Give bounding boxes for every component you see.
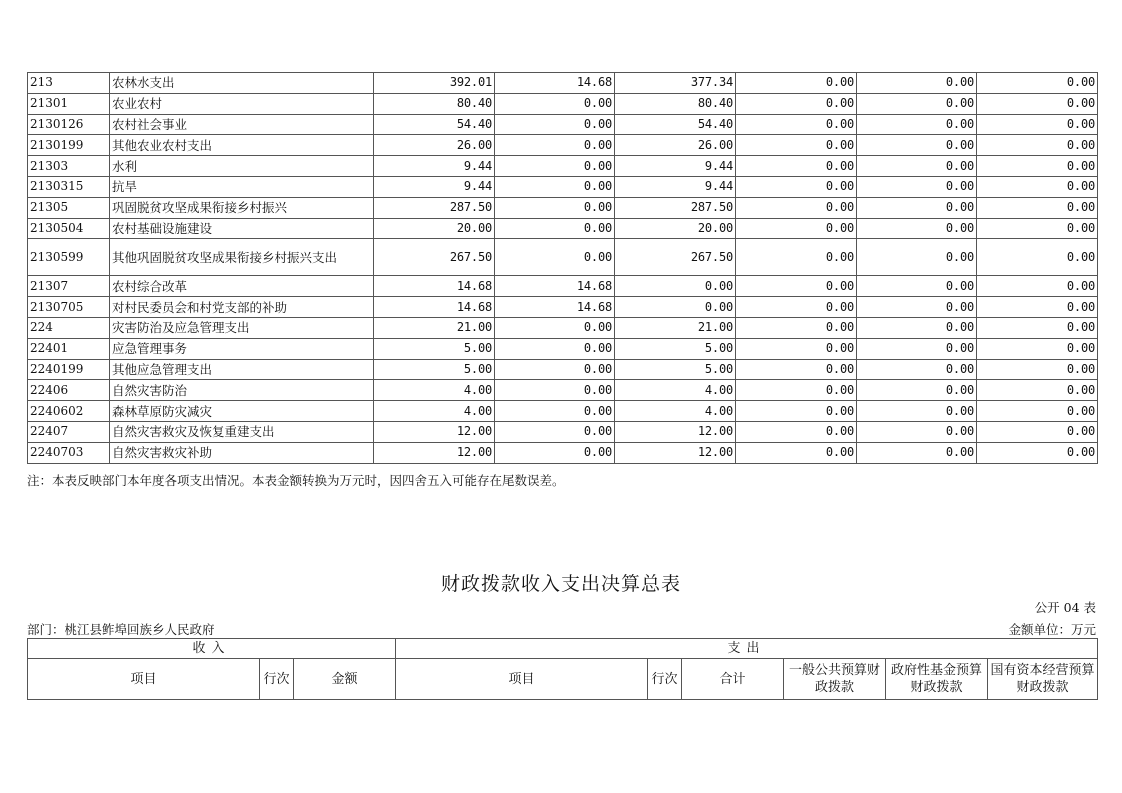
table-row <box>28 380 1098 401</box>
row-value-4: 0.00 <box>736 135 857 156</box>
row-value-6: 0.00 <box>977 442 1098 463</box>
row-value-6: 0.00 <box>977 197 1098 218</box>
row-basic: 0.00 <box>495 421 615 442</box>
table-row <box>28 239 1098 276</box>
row-code: 224 <box>28 317 110 338</box>
summary-table <box>27 638 1098 700</box>
row-project: 0.00 <box>615 276 736 297</box>
row-value-6: 0.00 <box>977 338 1098 359</box>
row-basic: 14.68 <box>495 73 615 94</box>
row-total: 4.00 <box>374 401 495 422</box>
row-value-4: 0.00 <box>736 156 857 177</box>
row-total: 21.00 <box>374 317 495 338</box>
row-code: 21307 <box>28 276 110 297</box>
row-total: 5.00 <box>374 359 495 380</box>
row-total: 392.01 <box>374 73 495 94</box>
expense-item-header: 项目 <box>396 659 648 700</box>
row-value-5: 0.00 <box>857 442 977 463</box>
row-basic: 0.00 <box>495 442 615 463</box>
row-project: 12.00 <box>615 442 736 463</box>
row-name: 农业农村 <box>110 93 374 114</box>
expense-header: 支出 <box>396 639 1098 659</box>
row-value-5: 0.00 <box>857 135 977 156</box>
row-code: 22406 <box>28 380 110 401</box>
table-row <box>28 421 1098 442</box>
row-value-5: 0.00 <box>857 239 977 276</box>
row-value-5: 0.00 <box>857 176 977 197</box>
row-value-5: 0.00 <box>857 73 977 94</box>
row-value-6: 0.00 <box>977 401 1098 422</box>
row-value-4: 0.00 <box>736 93 857 114</box>
table-note: 注：本表反映部门本年度各项支出情况。本表金额转换为万元时，因四舍五入可能存在尾数误差。 <box>27 473 565 488</box>
row-project: 4.00 <box>615 380 736 401</box>
department-label: 部门：桃江县鲊埠回族乡人民政府 <box>27 622 215 637</box>
row-total: 14.68 <box>374 276 495 297</box>
table-row <box>28 197 1098 218</box>
row-project: 9.44 <box>615 176 736 197</box>
table-row <box>28 156 1098 177</box>
row-total: 5.00 <box>374 338 495 359</box>
row-value-6: 0.00 <box>977 135 1098 156</box>
row-value-6: 0.00 <box>977 73 1098 94</box>
row-basic: 0.00 <box>495 156 615 177</box>
row-total: 26.00 <box>374 135 495 156</box>
row-value-4: 0.00 <box>736 239 857 276</box>
row-name: 农村综合改革 <box>110 276 374 297</box>
table-row <box>28 135 1098 156</box>
expense-total-header: 合计 <box>682 659 784 700</box>
table-row <box>28 338 1098 359</box>
row-total: 12.00 <box>374 442 495 463</box>
row-name: 灾害防治及应急管理支出 <box>110 317 374 338</box>
row-value-4: 0.00 <box>736 421 857 442</box>
row-name: 应急管理事务 <box>110 338 374 359</box>
row-code: 2130504 <box>28 218 110 239</box>
amount-unit-label: 金额单位：万元 <box>1008 622 1096 637</box>
row-name: 自然灾害救灾及恢复重建支出 <box>110 421 374 442</box>
row-basic: 0.00 <box>495 401 615 422</box>
row-project: 54.40 <box>615 114 736 135</box>
row-project: 267.50 <box>615 239 736 276</box>
row-code: 2130599 <box>28 239 110 276</box>
row-project: 0.00 <box>615 297 736 318</box>
row-value-4: 0.00 <box>736 359 857 380</box>
row-value-6: 0.00 <box>977 276 1098 297</box>
row-value-4: 0.00 <box>736 317 857 338</box>
row-code: 2240703 <box>28 442 110 463</box>
row-basic: 14.68 <box>495 276 615 297</box>
row-total: 80.40 <box>374 93 495 114</box>
state-capital-header: 国有资本经营预算财政拨款 <box>988 659 1098 700</box>
row-code: 21301 <box>28 93 110 114</box>
row-basic: 0.00 <box>495 135 615 156</box>
row-value-6: 0.00 <box>977 380 1098 401</box>
row-value-5: 0.00 <box>857 197 977 218</box>
row-code: 2130315 <box>28 176 110 197</box>
row-value-5: 0.00 <box>857 276 977 297</box>
row-name: 水利 <box>110 156 374 177</box>
row-value-5: 0.00 <box>857 114 977 135</box>
row-basic: 14.68 <box>495 297 615 318</box>
row-value-5: 0.00 <box>857 359 977 380</box>
row-code: 22407 <box>28 421 110 442</box>
row-value-5: 0.00 <box>857 338 977 359</box>
income-amount-header: 金额 <box>294 659 396 700</box>
row-name: 森林草原防灾减灾 <box>110 401 374 422</box>
row-total: 4.00 <box>374 380 495 401</box>
row-project: 9.44 <box>615 156 736 177</box>
row-value-4: 0.00 <box>736 338 857 359</box>
row-value-6: 0.00 <box>977 218 1098 239</box>
row-value-6: 0.00 <box>977 239 1098 276</box>
row-value-6: 0.00 <box>977 176 1098 197</box>
row-value-5: 0.00 <box>857 401 977 422</box>
expense-line-header: 行次 <box>648 659 682 700</box>
expenditure-table-body <box>28 73 1098 464</box>
row-value-4: 0.00 <box>736 401 857 422</box>
row-basic: 0.00 <box>495 218 615 239</box>
row-value-5: 0.00 <box>857 380 977 401</box>
row-name: 农林水支出 <box>110 73 374 94</box>
table-row <box>28 442 1098 463</box>
row-value-4: 0.00 <box>736 218 857 239</box>
row-basic: 0.00 <box>495 338 615 359</box>
table-row <box>28 218 1098 239</box>
row-basic: 0.00 <box>495 176 615 197</box>
table-row <box>28 114 1098 135</box>
row-value-4: 0.00 <box>736 73 857 94</box>
row-name: 农村社会事业 <box>110 114 374 135</box>
row-code: 2240602 <box>28 401 110 422</box>
row-value-5: 0.00 <box>857 93 977 114</box>
table-row <box>28 359 1098 380</box>
row-total: 54.40 <box>374 114 495 135</box>
row-project: 377.34 <box>615 73 736 94</box>
row-total: 287.50 <box>374 197 495 218</box>
row-name: 自然灾害防治 <box>110 380 374 401</box>
row-basic: 0.00 <box>495 239 615 276</box>
row-total: 9.44 <box>374 156 495 177</box>
row-total: 14.68 <box>374 297 495 318</box>
row-name: 对村民委员会和村党支部的补助 <box>110 297 374 318</box>
row-project: 20.00 <box>615 218 736 239</box>
form-number: 公开 04 表 <box>1034 600 1096 615</box>
row-basic: 0.00 <box>495 197 615 218</box>
row-value-5: 0.00 <box>857 156 977 177</box>
row-value-4: 0.00 <box>736 276 857 297</box>
row-basic: 0.00 <box>495 93 615 114</box>
gov-fund-header: 政府性基金预算财政拨款 <box>886 659 988 700</box>
row-value-6: 0.00 <box>977 317 1098 338</box>
row-project: 80.40 <box>615 93 736 114</box>
row-basic: 0.00 <box>495 114 615 135</box>
row-value-5: 0.00 <box>857 218 977 239</box>
row-value-6: 0.00 <box>977 421 1098 442</box>
expenditure-table <box>27 72 1098 464</box>
row-value-5: 0.00 <box>857 421 977 442</box>
row-value-4: 0.00 <box>736 114 857 135</box>
row-project: 4.00 <box>615 401 736 422</box>
row-total: 12.00 <box>374 421 495 442</box>
row-code: 2130199 <box>28 135 110 156</box>
row-value-5: 0.00 <box>857 297 977 318</box>
general-budget-header: 一般公共预算财政拨款 <box>784 659 886 700</box>
table-row <box>28 317 1098 338</box>
row-code: 2130126 <box>28 114 110 135</box>
row-value-6: 0.00 <box>977 297 1098 318</box>
row-project: 287.50 <box>615 197 736 218</box>
income-item-header: 项目 <box>28 659 260 700</box>
row-basic: 0.00 <box>495 359 615 380</box>
row-code: 2130705 <box>28 297 110 318</box>
row-project: 21.00 <box>615 317 736 338</box>
row-value-4: 0.00 <box>736 176 857 197</box>
row-project: 5.00 <box>615 338 736 359</box>
table-row <box>28 176 1098 197</box>
table-row <box>28 297 1098 318</box>
row-value-4: 0.00 <box>736 297 857 318</box>
table-row <box>28 73 1098 94</box>
table-row <box>28 93 1098 114</box>
row-name: 其他巩固脱贫攻坚成果衔接乡村振兴支出 <box>110 239 374 276</box>
income-header: 收入 <box>28 639 396 659</box>
row-name: 其他应急管理支出 <box>110 359 374 380</box>
row-project: 5.00 <box>615 359 736 380</box>
row-code: 2240199 <box>28 359 110 380</box>
row-name: 其他农业农村支出 <box>110 135 374 156</box>
row-name: 农村基础设施建设 <box>110 218 374 239</box>
row-value-6: 0.00 <box>977 359 1098 380</box>
row-basic: 0.00 <box>495 380 615 401</box>
row-total: 20.00 <box>374 218 495 239</box>
table-row <box>28 401 1098 422</box>
row-basic: 0.00 <box>495 317 615 338</box>
row-name: 自然灾害救灾补助 <box>110 442 374 463</box>
row-code: 22401 <box>28 338 110 359</box>
row-value-4: 0.00 <box>736 197 857 218</box>
row-project: 12.00 <box>615 421 736 442</box>
row-code: 213 <box>28 73 110 94</box>
row-project: 26.00 <box>615 135 736 156</box>
row-value-5: 0.00 <box>857 317 977 338</box>
row-total: 9.44 <box>374 176 495 197</box>
row-code: 21303 <box>28 156 110 177</box>
row-value-4: 0.00 <box>736 442 857 463</box>
row-value-6: 0.00 <box>977 93 1098 114</box>
row-code: 21305 <box>28 197 110 218</box>
summary-title: 财政拨款收入支出决算总表 <box>440 573 681 595</box>
row-name: 巩固脱贫攻坚成果衔接乡村振兴 <box>110 197 374 218</box>
income-line-header: 行次 <box>260 659 294 700</box>
row-value-4: 0.00 <box>736 380 857 401</box>
table-row <box>28 276 1098 297</box>
row-name: 抗旱 <box>110 176 374 197</box>
row-value-6: 0.00 <box>977 114 1098 135</box>
row-total: 267.50 <box>374 239 495 276</box>
row-value-6: 0.00 <box>977 156 1098 177</box>
